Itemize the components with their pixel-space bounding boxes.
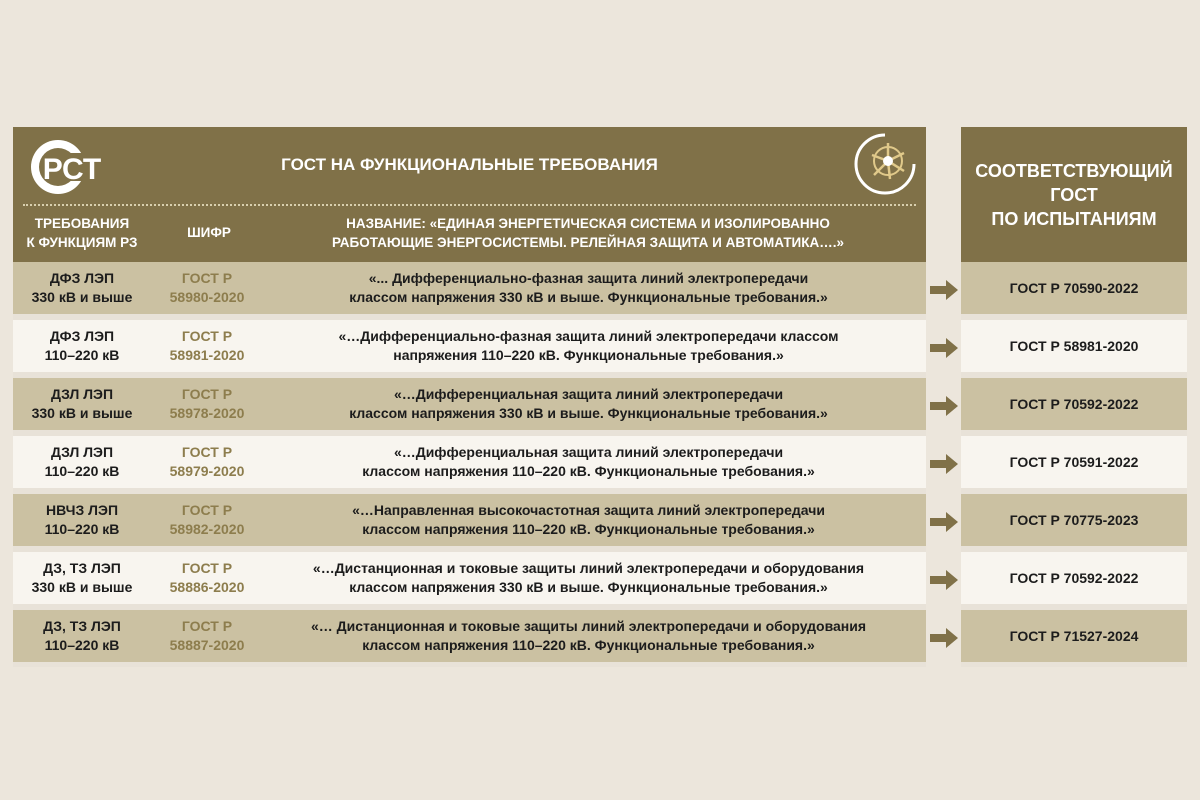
name-cell: «... Дифференциально-фазная защита линий электропередачи классом напряжения 330 кВ и выше. Функциональные требования.» bbox=[349, 270, 828, 305]
arrow-right-icon bbox=[930, 628, 958, 648]
name-cell: «… Дистанционная и токовые защиты линий электропередачи и оборудования классом напряжения 110–220 кВ. Функциональные требования.» bbox=[310, 618, 867, 653]
test-standard-cell: ГОСТ Р 70775-2023 bbox=[961, 494, 1187, 546]
test-standard-cell: ГОСТ Р 71527-2024 bbox=[961, 610, 1187, 662]
code-cell: ГОСТ Р 58981-2020 bbox=[169, 328, 245, 363]
function-cell: ДЗЛ ЛЭП 110–220 кВ bbox=[44, 444, 120, 479]
test-standard-cell: ГОСТ Р 70592-2022 bbox=[961, 378, 1187, 430]
table-header bbox=[13, 127, 926, 262]
table-row bbox=[13, 552, 926, 604]
code-cell: ГОСТ Р 58982-2020 bbox=[169, 502, 245, 537]
function-cell: ДЗЛ ЛЭП 330 кВ и выше bbox=[31, 386, 133, 421]
column-header-functions: ТРЕБОВАНИЯ К ФУНКЦИЯМ РЗ bbox=[26, 216, 138, 250]
header-top bbox=[13, 127, 926, 205]
function-cell: ДФЗ ЛЭП 110–220 кВ bbox=[44, 328, 120, 363]
test-standard-cell: ГОСТ Р 70591-2022 bbox=[961, 436, 1187, 488]
table-row bbox=[13, 436, 926, 488]
function-cell: ДЗ, ТЗ ЛЭП 110–220 кВ bbox=[43, 618, 121, 653]
code-cell: ГОСТ Р 58980-2020 bbox=[169, 270, 245, 305]
table-row bbox=[13, 320, 926, 372]
energy-emblem-icon bbox=[852, 131, 918, 197]
code-cell: ГОСТ Р 58978-2020 bbox=[169, 386, 245, 421]
table-row bbox=[13, 494, 926, 546]
table-row bbox=[13, 378, 926, 430]
header-divider bbox=[23, 204, 916, 206]
name-cell: «…Дифференциальная защита линий электропередачи классом напряжения 110–220 кВ. Функциональные требования.» bbox=[362, 444, 815, 479]
page-title: ГОСТ НА ФУНКЦИОНАЛЬНЫЕ ТРЕБОВАНИЯ bbox=[281, 155, 658, 174]
name-cell: «…Дифференциально-фазная защита линий электропередачи классом напряжения 110–220 кВ. Функциональные требования.» bbox=[338, 328, 839, 363]
column-header-code: ШИФР bbox=[187, 225, 231, 240]
arrow-right-icon bbox=[930, 454, 958, 474]
name-cell: «…Дифференциальная защита линий электропередачи классом напряжения 330 кВ и выше. Функциональные требования.» bbox=[349, 386, 828, 421]
column-header-name: НАЗВАНИЕ: «ЕДИНАЯ ЭНЕРГЕТИЧЕСКАЯ СИСТЕМА И ИЗОЛИРОВАННО РАБОТАЮЩИЕ ЭНЕРГОСИСТЕМЫ. РЕЛЕЙНАЯ ЗАЩИТА И АВТОМАТИКА….» bbox=[331, 216, 845, 250]
name-cell: «…Дистанционная и токовые защиты линий электропередачи и оборудования классом напряжения 330 кВ и выше. Функциональные требования.» bbox=[312, 560, 865, 595]
arrow-right-icon bbox=[930, 280, 958, 300]
test-standards-table bbox=[961, 127, 1187, 667]
function-cell: НВЧЗ ЛЭП 110–220 кВ bbox=[44, 502, 120, 537]
arrow-right-icon bbox=[930, 570, 958, 590]
name-cell: «…Направленная высокочастотная защита линий электропередачи классом напряжения 110–220 кВ. Функциональные требования.» bbox=[352, 502, 825, 537]
test-standard-cell: ГОСТ Р 70592-2022 bbox=[961, 552, 1187, 604]
table-row bbox=[13, 610, 926, 662]
arrow-right-icon bbox=[930, 396, 958, 416]
code-cell: ГОСТ Р 58887-2020 bbox=[169, 618, 245, 653]
test-standards-header: СООТВЕТСТВУЮЩИЙ ГОСТ ПО ИСПЫТАНИЯМ bbox=[961, 127, 1187, 262]
rst-logo-text: РСТ bbox=[42, 153, 102, 186]
code-cell: ГОСТ Р 58979-2020 bbox=[169, 444, 245, 479]
arrow-right-icon bbox=[930, 512, 958, 532]
test-standard-cell: ГОСТ Р 58981-2020 bbox=[961, 320, 1187, 372]
arrow-right-icon bbox=[930, 338, 958, 358]
table-row bbox=[13, 262, 926, 314]
functional-requirements-table bbox=[13, 127, 926, 667]
test-standard-cell: ГОСТ Р 70590-2022 bbox=[961, 262, 1187, 314]
code-cell: ГОСТ Р 58886-2020 bbox=[169, 560, 245, 595]
function-cell: ДЗ, ТЗ ЛЭП 330 кВ и выше bbox=[31, 560, 133, 595]
function-cell: ДФЗ ЛЭП 330 кВ и выше bbox=[31, 270, 133, 305]
